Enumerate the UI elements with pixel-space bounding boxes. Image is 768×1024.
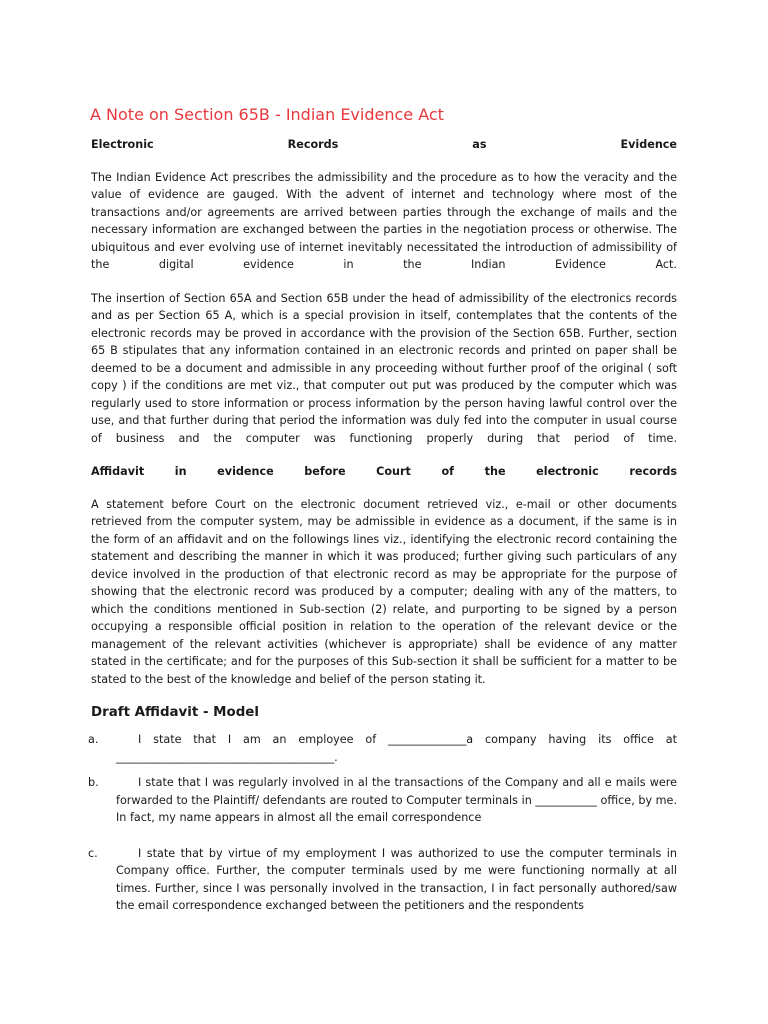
list-item bbox=[88, 731, 677, 766]
draft-affidavit-heading: Draft Affidavit - Model bbox=[91, 705, 259, 720]
list-item-text: I state that by virtue of my employment I was authorized to use the computer terminals in Company office. Further, the computer terminals used by me were functioning normally at all times. Further, since I was personally involved in the transaction, I in fact personally authored/saw the email correspondence exchanged between the petitioners and the respondents bbox=[116, 846, 677, 912]
section-heading-affidavit: Affidavit in evidence before Court of the electronic records bbox=[91, 465, 677, 478]
list-item-marker: a. bbox=[88, 733, 99, 746]
paragraph-intro: The Indian Evidence Act prescribes the admissibility and the procedure as to how the veracity and the value of evidence are gauged. With the advent of internet and technology where most of the transactions and/or agreements are arrived between parties through the exchange of mails and the necessary information are exchanged between the parties in the negotiation process or otherwise. The ubiquitous and ever evolving use of internet inevitably necessitated the introduction of admissibility of the digital evidence in the Indian Evidence Act. bbox=[91, 170, 677, 271]
list-item-text: I state that I was regularly involved in al the transactions of the Company and all e mails were forwarded to the Plaintiff/ defendants are routed to Computer terminals in ___________ office, by me. In fact, my name appears in almost all the email correspondence bbox=[116, 776, 677, 824]
document-title: A Note on Section 65B - Indian Evidence Act bbox=[90, 105, 444, 124]
section-heading-electronic-records: Electronic Records as Evidence bbox=[91, 138, 677, 151]
document-page bbox=[88, 105, 677, 923]
paragraph-affidavit-statement: A statement before Court on the electronic document retrieved viz., e-mail or other documents retrieved from the computer system, may be admissible in evidence as a document, if the same is in the form of an affidavit and on the followings lines viz., identifying the electronic record containing the statement and describing the manner in which it was produced; further giving such particulars of any device involved in the production of that electronic record as may be appropriate for the purpose of showing that the electronic record was produced by a computer; dealing with any of the matters, to which the conditions mentioned in Sub-section (2) relate, and purporting to be signed by a person occupying a responsible official position in relation to the operation of the relevant device or the management of the relevant activities (whichever is appropriate) shall be evidence of any matter stated in the certificate; and for the purposes of this Sub-section it shall be sufficient for a matter to be stated to the best of the knowledge and belief of the person stating it. bbox=[91, 497, 677, 686]
list-item bbox=[88, 845, 677, 915]
list-item-marker: b. bbox=[88, 776, 99, 789]
list-item-text: I state that I am an employee of ______________a company having its office at _______________________________________. bbox=[116, 733, 677, 764]
paragraph-section-65b: The insertion of Section 65A and Section 65B under the head of admissibility of the electronics records and as per Section 65 A, which is a special provision in itself, contemplates that the contents of the electronic records may be proved in accordance with the provision of the Section 65B. Further, section 65 B stipulates that any information contained in an electronic records and printed on paper shall be deemed to be a document and admissible in any proceeding without further proof of the original ( soft copy ) if the conditions are met viz., that computer out put was produced by the computer which was regularly used to store information or process information by the person having lawful control over the use, and that further during that period the information was duly fed into the computer in usual course of business and the computer was functioning properly during that period of time. bbox=[91, 291, 677, 445]
list-item bbox=[88, 774, 677, 827]
list-item-marker: c. bbox=[88, 846, 98, 860]
